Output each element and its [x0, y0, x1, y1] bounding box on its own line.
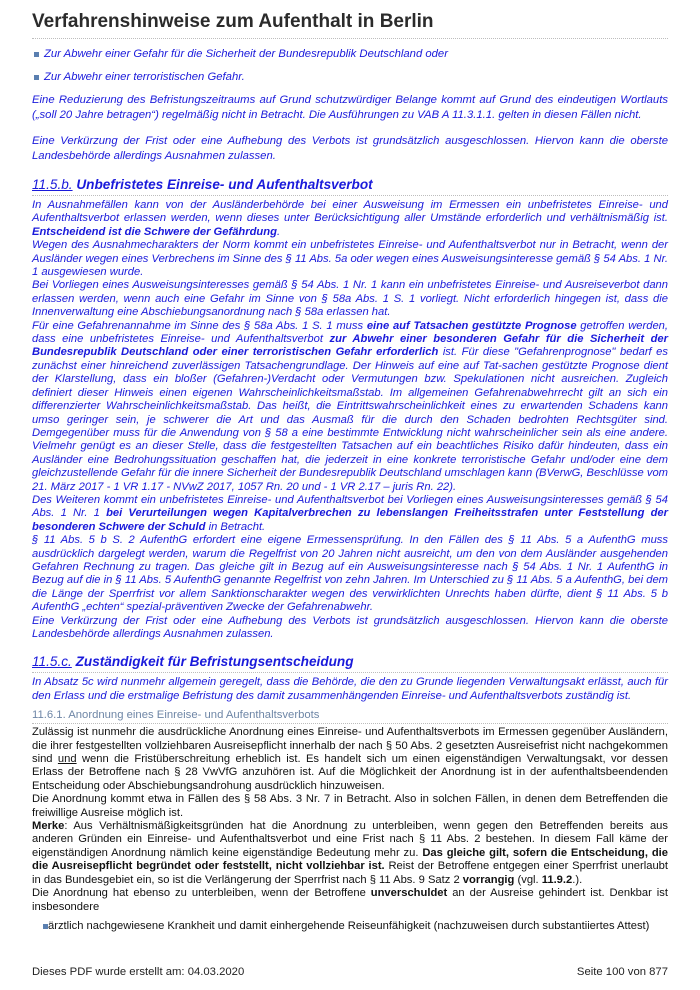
section-number[interactable]: 11.5.c.	[32, 654, 72, 670]
paragraph: Die Anordnung kommt etwa in Fällen des § 58 Abs. 3 Nr. 7 in Betracht. Also in solchen Fällen, in denen dem Betreffenden die freiwillige Ausreise möglich ist.	[32, 793, 668, 819]
paragraph: In Ausnahmefällen kann von der Ausländerbehörde bei einer Ausweisung im Ermessen ein unbefristetes Einreise- und Aufenthaltsverbot erlassen werden, wenn dieses unter Berücksichtigung aller Umstände erforderlich und verhältnismäßig ist. Entscheidend ist die Schwere der Gefährdung.	[32, 199, 668, 238]
list-item: Zur Abwehr einer Gefahr für die Sicherheit der Bundesrepublik Deutschland oder	[32, 47, 668, 61]
paragraph: Bei Vorliegen eines Ausweisungsinteresses gemäß § 54 Abs. 1 Nr. 1 kann ein unbefristetes Einreise- und Ausreiseverbot dann erlassen werden, wenn auch eine Gefahr im Sinne von § 58a Abs. 1 S. 1 vorliegt. Nicht erforderlich hingegen ist, dass die Innenverwaltung eine Abschiebungsanordnung nach § 58a erlassen hat.	[32, 279, 668, 319]
paragraph: In Absatz 5c wird nunmehr allgemein geregelt, dass die Behörde, die den zu Grunde liegenden Verwaltungsakt erlässt, auch für den Erlass und die erstmalige Befristung des damit zusammenhängenden Einreise- und Aufenthaltsverbots zuständig ist.	[32, 676, 668, 702]
paragraph: Für eine Gefahrenannahme im Sinne des § 58a Abs. 1 S. 1 muss eine auf Tatsachen gestützte Prognose getroffen werden, dass eine unbefristetes Einreise- und Aufenthaltsverbot zur Abwehr einer besonderen Gefahr für die Sicherheit der Bundesrepublik Deutschland oder einer terroristischen Gefahr erforderlich ist. Für diese "Gefahrenprognose" bedarf es zunächst einer hinreichend zuverlässigen Tatsachengrundlage. Der Hinweis auf eine auf Tat-sachen gestützte Prognose dient der Klarstellung, dass ein bloßer (Gefahren-)Verdacht oder Vermutungen bzw. Spekulationen nicht ausreichen. Zugleich definiert dieser Hinweis einen eigenen Wahrscheinlichkeitsmaßstab. Im allgemeinen Gefahrenabwehrrecht gilt an sich ein differenzierter Wahrscheinlichkeitsmaßstab. Das heißt, die Eintrittswahrscheinlichkeit eines zu erwartenden Schadens kann umso geringer sein, je schwerer die Art und das Ausmaß für die durch den Schaden bedrohten Rechtsgüter sind. Demgegenüber muss für die Anwendung von § 58 a eine bestimmte Entwicklung nicht wahrscheinlicher sein als eine andere. Vielmehr genügt es an dieser Stelle, dass die festgestellten Tatsachen auf ein beachtliches Risiko dafür hindeuten, dass ein Ausländer eine Bedrohungssituation geschaffen hat, die jederzeit in eine konkrete terroristische Gefahr und/oder eine dem gleichzustellende Gefahr für die innere Sicherheit der Bundesrepublik Deutschland umschlagen kann (BVerwG, Beschlüsse vom 21. März 2017 - 1 VR 1.17 - NVwZ 2017, 1057 Rn. 20 und - 1 VR 2.17 – juris Rn. 22).	[32, 319, 669, 493]
list-item: ärztlich nachgewiesene Krankheit und damit einhergehende Reiseunfähigkeit (nachzuweisen durch substantiiertes Attest)	[32, 919, 668, 934]
paragraph: Des Weiteren kommt ein unbefristetes Einreise- und Aufenthaltsverbot bei Vorliegen eines Ausweisungsinteresses gemäß § 54 Abs. 1 Nr. 1 bei Verurteilungen wegen Kapitalverbrechen zu lebenslangen Freiheitsstrafen unter Feststellung der besonderen Schwere der Schuld in Betracht.	[32, 493, 668, 533]
paragraph: Die Anordnung hat ebenso zu unterbleiben, wenn der Betroffene unverschuldet an der Ausreise gehindert ist. Denkbar ist insbesondere	[32, 887, 668, 913]
subsection-heading-11-6-1: 11.6.1. Anordnung eines Einreise- und Aufenthaltsverbots	[32, 708, 668, 724]
paragraph: Wegen des Ausnahmecharakters der Norm kommt ein unbefristetes Einreise- und Aufenthaltsverbot nur in Betracht, wenn der Ausländer wegen eines Verbrechens im Sinne des § 11 Abs. 5a oder wegen eines Ausweisungsinteresse gemäß § 54 Abs. 1 Nr. 1 ausgewiesen wurde.	[32, 239, 668, 279]
section-title: Zuständigkeit für Befristungsentscheidung	[75, 654, 354, 670]
section-number[interactable]: 11.5.b.	[32, 177, 73, 192]
section-heading-11-5-b	[32, 176, 668, 196]
page-footer	[32, 966, 668, 978]
footer-page-number: Seite 100 von 877	[576, 966, 668, 978]
page-title: Verfahrenshinweise zum Aufenthalt in Berlin	[32, 10, 668, 39]
document-page	[32, 10, 668, 934]
paragraph: Zulässig ist nunmehr die ausdrückliche Anordnung eines Einreise- und Aufenthaltsverbots im Ermessen gegenüber Ausländern, die ihrer festgestellten vollziehbaren Ausreisepflicht innerhalb der nach § 50 Abs. 2 gesetzten Ausreisefrist nicht nachgekommen sind und wenn die Fristüberschreitung erheblich ist. Es handelt sich um einen eigenständigen Verwaltungsakt, vor dessen Erlass der Betroffene nach § 28 VwVfG anzuhören ist. Auf die Möglichkeit der Anordnung ist in der aufenthaltsbeendenden Entscheidung oder Abschiebungsandrohung ausdrücklich hinzuweisen.	[32, 726, 668, 792]
paragraph: Merke: Aus Verhältnismäßigkeitsgründen hat die Anordnung zu unterbleiben, wenn gegen den Betreffenden bereits aus anderen Gründen ein Einreise- und Aufenthaltsverbot und eine Frist nach § 11 Abs. 2 bestehen. In diesem Fall käme der eigenständigen Anordnung nämlich keine eigenständige Bedeutung mehr zu. Das gleiche gilt, sofern die Entscheidung, die die Ausreisepflicht begründet oder feststellt, nicht vollziehbar ist. Reist der Betroffene entgegen einer Sperrfrist unerlaubt in das Bundesgebiet ein, so ist die Verlängerung der Sperrfrist nach § 11 Abs. 9 Satz 2 vorrangig (vgl. 11.9.2.).	[32, 820, 669, 886]
paragraph: Eine Reduzierung des Befristungszeitraums auf Grund schutzwürdiger Belange kommt auf Grund des eindeutigen Wortlauts („soll 20 Jahre betragen“) regelmäßig nicht in Betracht. Die Ausführungen zu VAB A 11.3.1.1. gelten in diesen Fällen nicht.	[32, 94, 668, 121]
footer-created-date: Dieses PDF wurde erstellt am: 04.03.2020	[32, 966, 245, 978]
section-heading-11-5-c	[32, 653, 668, 673]
paragraph: Eine Verkürzung der Frist oder eine Aufhebung des Verbots ist grundsätzlich ausgeschlossen. Hiervon kann die oberste Landesbehörde allerdings Ausnahmen zulassen.	[32, 614, 668, 640]
paragraph: § 11 Abs. 5 b S. 2 AufenthG erfordert eine eigene Ermessensprüfung. In den Fällen des § 11 Abs. 5 a AufenthG muss ausdrücklich dargelegt werden, warum die Regelfrist von 20 Jahren nicht ausreicht, um den von dem Ausländer ausgehenden Gefahren Rechnung zu tragen. Das gleiche gilt in Bezug auf ein Ausweisungsinteresse nach § 54 Abs. 1 Nr. 1 AufenthG in Bezug auf die in § 11 Abs. 5 AufenthG genannte Regelfrist von zehn Jahren. Im Unterschied zu § 11 Abs. 5 a AufenthG, bei dem die Länge der Sperrfrist vor allem Sanktionscharakter wegen des verwirklichten Unrechts haben dürfte, dient § 11 Abs. 5 b AufenthG „echten“ spezial-präventiven Zwecke der Gefahrenabwehr.	[32, 534, 668, 614]
list-item: Zur Abwehr einer terroristischen Gefahr.	[32, 70, 668, 84]
bullet-list	[32, 919, 668, 934]
paragraph: Eine Verkürzung der Frist oder eine Aufhebung des Verbots ist grundsätzlich ausgeschlossen. Hiervon kann die oberste Landesbehörde allerdings Ausnahmen zulassen.	[32, 135, 668, 162]
section-title: Unbefristetes Einreise- und Aufenthaltsverbot	[76, 177, 373, 192]
top-bullet-list	[32, 47, 668, 84]
